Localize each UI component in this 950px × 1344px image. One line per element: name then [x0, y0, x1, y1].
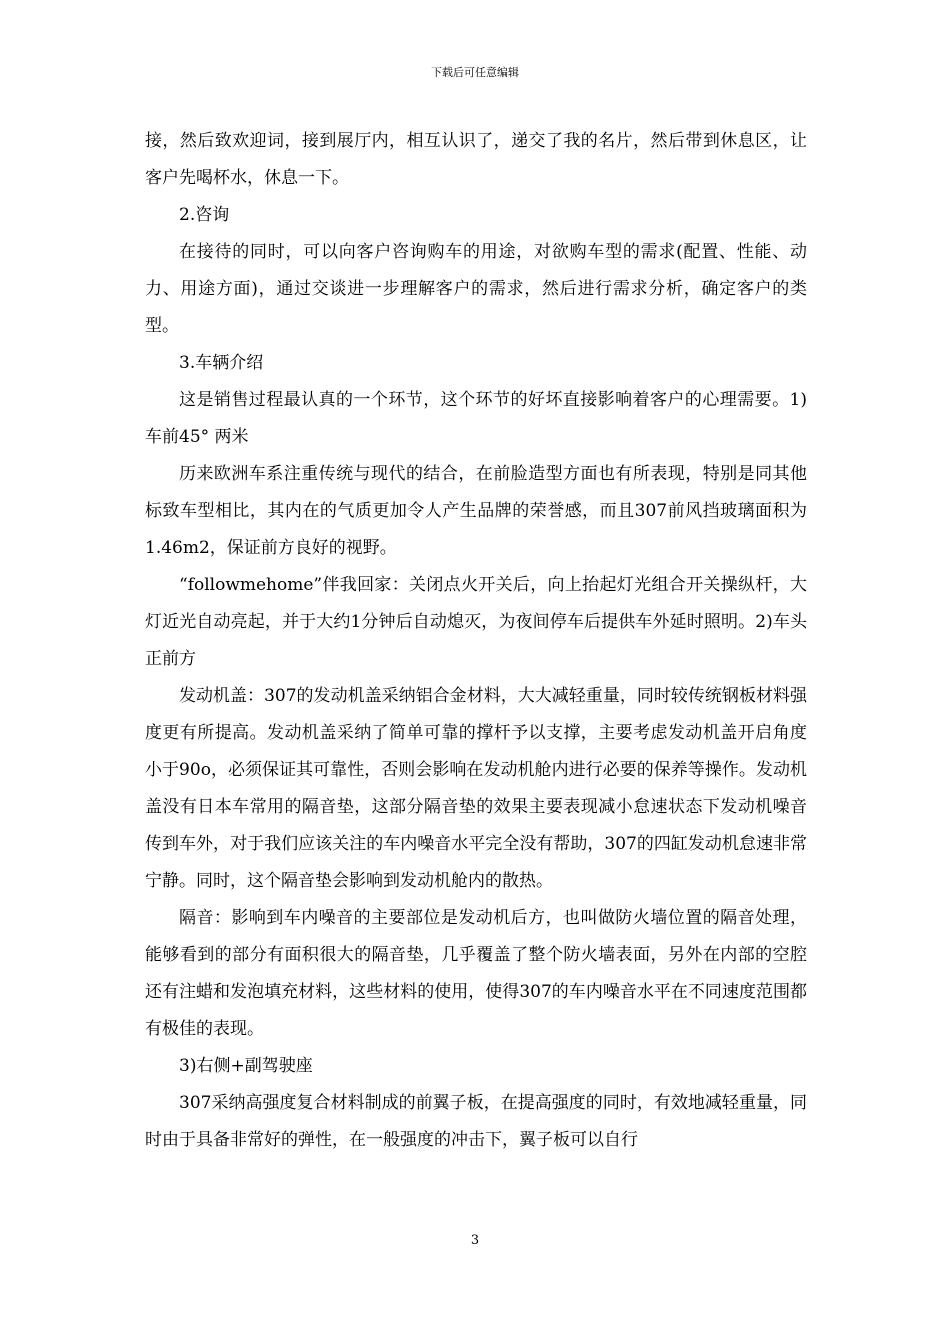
document-body: [145, 123, 807, 1159]
paragraph: 307采纳高强度复合材料制成的前翼子板，在提高强度的同时，有效地减轻重量，同时由于具备非常好的弹性，在一般强度的冲击下，翼子板可以自行: [145, 1093, 807, 1150]
page-number: 3: [470, 1233, 480, 1248]
paragraph: 在接待的同时，可以向客户咨询购车的用途，对欲购车型的需求(配置、性能、动力、用途方面)，通过交谈进一步理解客户的需求，然后进行需求分析，确定客户的类型。: [145, 242, 807, 336]
paragraph: 隔音：影响到车内噪音的主要部位是发动机后方，也叫做防火墙位置的隔音处理，能够看到的部分有面积很大的隔音垫，几乎覆盖了整个防火墙表面，另外在内部的空腔还有注蜡和发泡填充材料，这些材料的使用，使得307的车内噪音水平在不同速度范围都有极佳的表现。: [145, 908, 807, 1039]
paragraph: 这是销售过程最认真的一个环节，这个环节的好坏直接影响着客户的心理需要。1)车前45° 两米: [145, 390, 807, 447]
page-header: 下载后可任意编辑: [431, 66, 519, 79]
section-heading-vehicle-intro: 3.车辆介绍: [179, 353, 264, 373]
section-heading-consult: 2.咨询: [179, 205, 230, 225]
paragraph: 发动机盖：307的发动机盖采纳铝合金材料，大大减轻重量，同时较传统钢板材料强度更有所提高。发动机盖采纳了简单可靠的撑杆予以支撑，主要考虑发动机盖开启角度小于90o，必须保证其可靠性，否则会影响在发动机舱内进行必要的保养等操作。发动机盖没有日本车常用的隔音垫，这部分隔音垫的效果主要表现减小怠速状态下发动机噪音传到车外，对于我们应该关注的车内噪音水平完全没有帮助，307的四缸发动机怠速非常宁静。同时，这个隔音垫会影响到发动机舱内的散热。: [145, 686, 807, 891]
paragraph: 历来欧洲车系注重传统与现代的结合，在前脸造型方面也有所表现，特别是同其他标致车型相比，其内在的气质更加令人产生品牌的荣誉感，而且307前风挡玻璃面积为1.46m2，保证前方良好的视野。: [145, 464, 807, 558]
subsection-heading-right-side: 3)右侧+副驾驶座: [179, 1056, 313, 1076]
paragraph: 接，然后致欢迎词，接到展厅内，相互认识了，递交了我的名片，然后带到休息区，让客户先喝杯水，休息一下。: [145, 131, 807, 188]
paragraph: “followmehome”伴我回家：关闭点火开关后，向上抬起灯光组合开关操纵杆，大灯近光自动亮起，并于大约1分钟后自动熄灭，为夜间停车后提供车外延时照明。2)车头正前方: [145, 575, 807, 669]
